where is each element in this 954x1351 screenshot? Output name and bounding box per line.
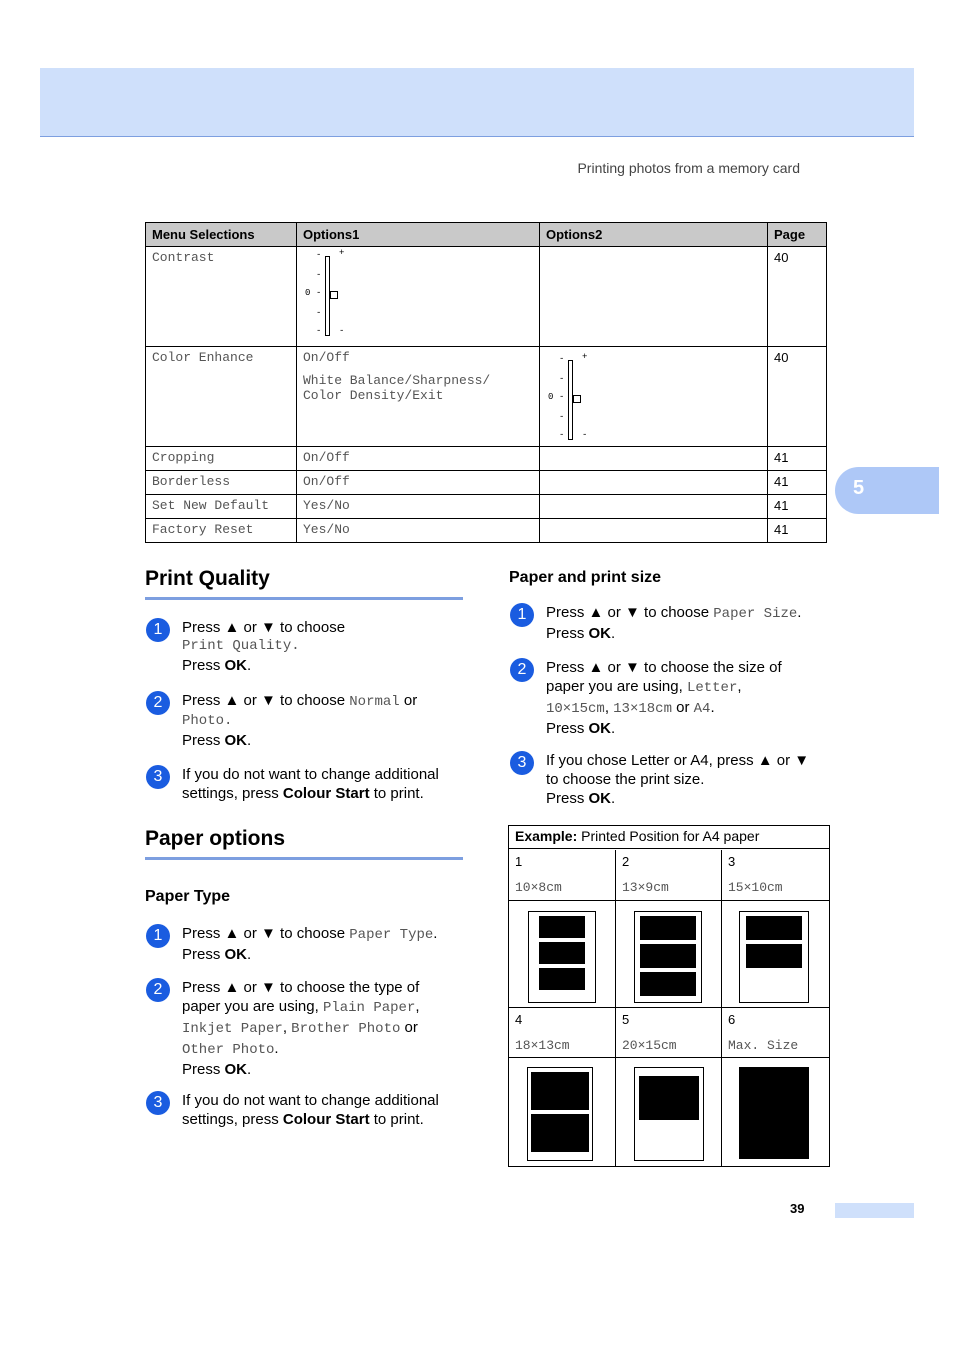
step-line <box>182 691 417 712</box>
text: or <box>671 699 694 716</box>
cell-page: 41 <box>768 447 827 471</box>
section-title-print-quality: Print Quality <box>145 567 270 590</box>
text: . <box>611 625 616 642</box>
cell-selection: Cropping <box>146 447 297 471</box>
mono-text: 10×15cm <box>546 701 605 717</box>
cell-number: 6 <box>728 1012 736 1027</box>
step-line: If you do not want to change additional <box>182 1092 439 1109</box>
step-line: Press ▲ or ▼ to choose the size of <box>546 659 782 676</box>
mono-text: Brother Photo <box>291 1021 401 1037</box>
key-ok: OK <box>224 732 248 749</box>
mono-text: Normal <box>349 694 400 710</box>
step <box>146 691 466 751</box>
cell-size: Max. Size <box>728 1038 799 1053</box>
cell-number: 2 <box>622 854 630 869</box>
enhance-slider-graphic <box>546 354 606 442</box>
step <box>146 924 466 964</box>
photo-block-full <box>739 1067 809 1159</box>
table-row <box>146 495 827 519</box>
slider-tick: - <box>559 412 565 422</box>
photo-block <box>640 944 696 968</box>
text: . <box>247 732 252 749</box>
cell-options1: On/Off <box>297 447 540 471</box>
size-label-cell <box>722 850 829 901</box>
step-line: Print Quality. <box>182 638 300 654</box>
step-line <box>182 945 437 964</box>
layout-image-cell <box>509 901 616 1008</box>
text: Press <box>182 946 225 963</box>
table-row <box>146 247 827 347</box>
key-ok: OK <box>224 946 248 963</box>
cell-page: 40 <box>768 347 827 447</box>
step-line: If you do not want to change additional <box>182 766 439 783</box>
slider-tick: - <box>559 354 565 364</box>
layout-image-cell <box>722 901 829 1008</box>
slider-tick: - <box>316 250 322 260</box>
contrast-slider-graphic <box>303 250 363 338</box>
photo-block <box>539 916 585 938</box>
col-header: Options2 <box>540 223 768 247</box>
photo-block <box>640 916 696 940</box>
photo-block <box>639 1076 699 1120</box>
key-colour-start: Colour Start <box>282 785 370 802</box>
layout-image-cell <box>616 901 722 1008</box>
a4-paper <box>634 1067 704 1161</box>
text: to print. <box>369 1111 424 1128</box>
cell-options1: Yes/No <box>297 519 540 543</box>
step-number: 1 <box>146 924 170 948</box>
step-text <box>546 658 782 738</box>
text: paper you are using, <box>546 678 687 695</box>
step-line <box>182 924 437 945</box>
cell-size: 20×15cm <box>622 1038 677 1053</box>
cell-selection: Set New Default <box>146 495 297 519</box>
option-text: Color Density/Exit <box>303 388 444 403</box>
text: or <box>400 1019 418 1036</box>
step-line: Photo. <box>182 713 233 729</box>
slider-tick: - <box>316 308 322 318</box>
step-line <box>546 719 782 738</box>
step <box>510 658 830 738</box>
mono-text: 13×18cm <box>613 701 672 717</box>
size-label-cell <box>616 1008 722 1058</box>
slider-tick: - <box>316 288 322 298</box>
text: , <box>737 678 742 695</box>
text: or <box>399 692 418 709</box>
cell-number: 4 <box>515 1012 523 1027</box>
caption-bold: Example: <box>515 828 578 844</box>
cell-options2 <box>540 495 768 519</box>
step-line: Press ▲ or ▼ to choose the type of <box>182 979 420 996</box>
section-title-paper-options: Paper options <box>145 827 286 850</box>
slider-minus: - <box>582 430 588 440</box>
size-label-cell <box>616 850 722 901</box>
mono-text: Letter <box>686 680 738 696</box>
running-title: Printing photos from a memory card <box>577 160 800 176</box>
slider-plus: + <box>582 352 588 362</box>
a4-paper <box>634 911 702 1003</box>
table-row <box>146 347 827 447</box>
table-row <box>146 447 827 471</box>
step-line <box>546 603 801 624</box>
step-number: 3 <box>146 1091 170 1115</box>
col-header: Page <box>768 223 827 247</box>
page-number: 39 <box>790 1201 805 1216</box>
photo-block <box>539 942 585 964</box>
table-row <box>146 471 827 495</box>
section-rule <box>145 597 463 600</box>
photo-block <box>640 972 696 996</box>
a4-paper <box>739 911 809 1003</box>
cell-number: 3 <box>728 854 736 869</box>
step-line <box>182 1039 420 1060</box>
text: . <box>247 657 252 674</box>
step-line: Press ▲ or ▼ to choose <box>182 619 346 636</box>
text: . <box>433 925 438 942</box>
text: , <box>604 699 614 716</box>
step-text <box>182 978 420 1079</box>
step-line <box>546 789 809 808</box>
mono-text: Other Photo <box>182 1042 275 1058</box>
text: . <box>611 720 616 737</box>
text: . <box>710 699 715 716</box>
text: paper you are using, <box>182 998 323 1015</box>
step-number: 3 <box>510 751 534 775</box>
step-line <box>182 997 420 1018</box>
cell-size: 15×10cm <box>728 880 783 895</box>
slider-tick: - <box>559 430 565 440</box>
cell-selection: Contrast <box>146 247 297 347</box>
step-text <box>182 924 437 964</box>
print-position-example <box>508 825 830 1167</box>
chapter-number: 5 <box>853 477 865 499</box>
cell-options1: On/Off <box>297 471 540 495</box>
slider-tick: - <box>559 392 565 402</box>
key-ok: OK <box>588 625 612 642</box>
col-header: Menu Selections <box>146 223 297 247</box>
mono-text: Inkjet Paper <box>182 1021 283 1037</box>
step-text <box>546 603 801 643</box>
step-line <box>546 698 782 719</box>
caption-text: Printed Position for A4 paper <box>577 828 760 844</box>
cell-size: 13×9cm <box>622 880 669 895</box>
text: Press <box>546 625 589 642</box>
cell-options1 <box>297 347 540 447</box>
mono-text: Paper Type <box>349 927 434 943</box>
photo-block <box>531 1072 589 1110</box>
slider-zero: 0 <box>305 288 311 298</box>
cell-page: 41 <box>768 471 827 495</box>
text: settings, press <box>182 785 283 802</box>
step-line <box>182 731 417 750</box>
option-text: White Balance/Sharpness/ <box>303 373 491 388</box>
text: . <box>611 790 616 807</box>
cell-options2 <box>540 247 768 347</box>
photo-block <box>746 944 802 968</box>
subsection-title-paper-type: Paper Type <box>145 888 231 905</box>
cell-size: 10×8cm <box>515 880 562 895</box>
slider-knob <box>573 395 581 403</box>
slider-tick: - <box>316 270 322 280</box>
menu-table <box>145 222 827 543</box>
step-line <box>182 784 439 803</box>
slider-knob <box>330 291 338 299</box>
slider-zero: 0 <box>548 392 554 402</box>
step <box>146 765 466 805</box>
step <box>510 751 830 811</box>
text: Press <box>182 657 225 674</box>
subsection-title-paper-size: Paper and print size <box>509 569 662 586</box>
step-number: 2 <box>146 691 170 715</box>
step <box>146 1091 466 1131</box>
step-number: 1 <box>146 618 170 642</box>
step <box>146 978 466 1078</box>
photo-block <box>531 1114 589 1152</box>
mono-text: Paper Size <box>713 606 798 622</box>
cell-page: 41 <box>768 519 827 543</box>
cell-selection: Color Enhance <box>146 347 297 447</box>
key-ok: OK <box>588 790 612 807</box>
text: . <box>247 946 252 963</box>
step-number: 2 <box>510 658 534 682</box>
table-row <box>146 519 827 543</box>
size-label-cell <box>509 1008 616 1058</box>
cell-page: 40 <box>768 247 827 347</box>
step-line: to choose the print size. <box>546 771 705 788</box>
a4-paper <box>528 911 596 1003</box>
step-line <box>182 1018 420 1039</box>
a4-paper <box>527 1067 593 1161</box>
key-colour-start: Colour Start <box>282 1111 370 1128</box>
layout-image-cell <box>509 1058 616 1166</box>
step-text <box>182 1091 439 1129</box>
cell-number: 1 <box>515 854 523 869</box>
text: Press ▲ or ▼ to choose <box>546 604 714 621</box>
key-ok: OK <box>588 720 612 737</box>
option-text: On/Off <box>303 350 350 365</box>
text: . <box>797 604 802 621</box>
step-line <box>182 1060 420 1079</box>
step-number: 3 <box>146 765 170 789</box>
step <box>146 618 466 678</box>
layout-image-cell <box>616 1058 722 1166</box>
slider-tick: - <box>559 374 565 384</box>
step-line <box>182 656 345 675</box>
step-number: 1 <box>510 603 534 627</box>
cell-options2 <box>540 519 768 543</box>
footer-band <box>835 1203 914 1218</box>
mono-text: A4 <box>693 701 711 717</box>
cell-number: 5 <box>622 1012 630 1027</box>
text: Press ▲ or ▼ to choose <box>182 925 350 942</box>
text: to print. <box>369 785 424 802</box>
step <box>510 603 830 643</box>
cell-options1 <box>297 247 540 347</box>
cell-options1: Yes/No <box>297 495 540 519</box>
slider-plus: + <box>339 248 345 258</box>
cell-options2 <box>540 471 768 495</box>
mono-text: Plain Paper <box>322 1000 416 1016</box>
step-line <box>546 677 782 698</box>
text: , <box>415 998 420 1015</box>
text: Press <box>546 720 589 737</box>
text: . <box>274 1040 279 1057</box>
size-label-cell <box>722 1008 829 1058</box>
key-ok: OK <box>224 1061 248 1078</box>
text: Press ▲ or ▼ to choose <box>182 692 350 709</box>
cell-page: 41 <box>768 495 827 519</box>
photo-block <box>539 968 585 990</box>
col-header: Options1 <box>297 223 540 247</box>
slider-tick: - <box>316 326 322 336</box>
section-rule <box>145 857 463 860</box>
header-band <box>40 68 914 137</box>
slider-minus: - <box>339 326 345 336</box>
example-caption <box>509 826 829 849</box>
chapter-tab <box>835 467 939 514</box>
layout-image-cell <box>722 1058 829 1166</box>
step-line: If you chose Letter or A4, press ▲ or ▼ <box>546 752 810 769</box>
step-number: 2 <box>146 978 170 1002</box>
text: . <box>247 1061 252 1078</box>
text: Press <box>546 790 589 807</box>
text: Press <box>182 1061 225 1078</box>
step-text <box>182 691 417 750</box>
cell-size: 18×13cm <box>515 1038 570 1053</box>
step-text <box>546 751 809 808</box>
key-ok: OK <box>224 657 248 674</box>
text: , <box>282 1019 292 1036</box>
step-text <box>182 765 439 803</box>
table-header-row <box>146 223 827 247</box>
text: Press <box>182 732 225 749</box>
step-line <box>546 624 801 643</box>
step-text <box>182 618 345 675</box>
size-label-cell <box>509 850 616 901</box>
step-line <box>182 1110 439 1129</box>
cell-options2 <box>540 347 768 447</box>
cell-selection: Borderless <box>146 471 297 495</box>
cell-options2 <box>540 447 768 471</box>
photo-block <box>746 916 802 940</box>
cell-selection: Factory Reset <box>146 519 297 543</box>
text: settings, press <box>182 1111 283 1128</box>
